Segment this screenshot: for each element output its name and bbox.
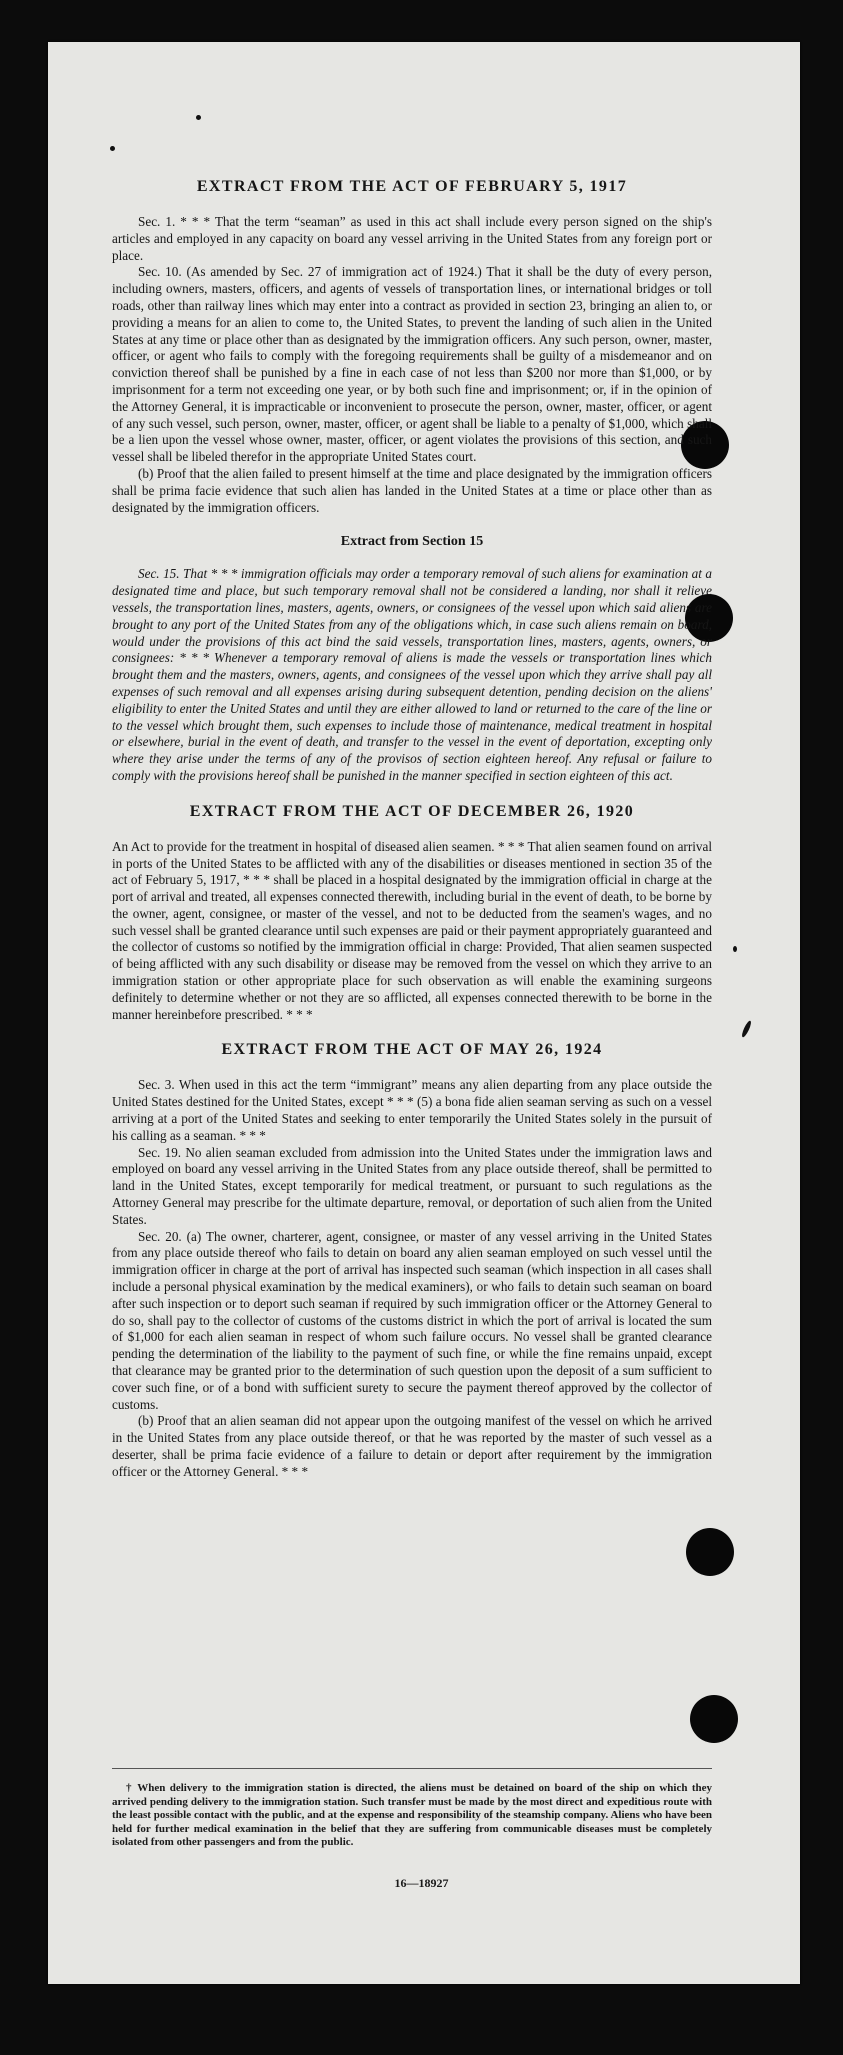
paragraph: (b) Proof that the alien failed to present himself at the time and place designated by the immigration officers shall be prima facie evidence that such alien has landed in the United States at a time or place other than as designated by the immigration officers. [112, 465, 712, 515]
paragraph: (b) Proof that an alien seaman did not appear upon the outgoing manifest of the vessel on which he arrived in the United States from any place outside thereof, or that he was reported by the master of such vessel as a deserter, shall be prima facie evidence of a failure to detain or deport after requirement by the immigration officer or the Attorney General. * * * [112, 1413, 712, 1479]
paragraph: Sec. 3. When used in this act the term “immigrant” means any alien departing from any place outside the United States destined for the United States, except * * * (5) a bona fide alien seaman serving as such on a vessel arriving at a port of the United States and seeking to enter temporarily the United States solely in the pursuit of his calling as a seaman. * * * [112, 1077, 712, 1143]
paragraph: Sec. 19. No alien seaman excluded from admission into the United States under the immigration laws and employed on board any vessel arriving in the United States from any place outside thereof, shall be permitted to land in the United States, except temporarily for medical treatment, or pursuant to such regulations as the Attorney General may prescribe for the ultimate departure, removal, or deportation of such alien from the United States. [112, 1144, 712, 1227]
section-body [112, 566, 712, 784]
footnote: † When delivery to the immigration station is directed, the aliens must be detained on board of the ship on which they arrived pending delivery to the immigration station. Such transfer must be made by the most direct and expeditious route with the least possible contact with the public, and at the expense and responsibility of the steamship company. Aliens who have been held for further medical examination in the belief that they are suffering from communicable diseases must be completely isolated from other passengers and from the public. [112, 1782, 712, 1849]
section-heading: EXTRACT FROM THE ACT OF FEBRUARY 5, 1917 [196, 178, 628, 195]
page-number: 16—18927 [394, 1876, 449, 1890]
document-body [112, 178, 712, 1481]
punch-hole [686, 1528, 734, 1576]
ink-speck [110, 146, 115, 151]
paragraph: Sec. 20. (a) The owner, charterer, agent, consignee, or master of any vessel arriving in the United States from any place outside thereof who fails to detain on board any alien seaman employed on such vessel until the immigration officer in charge at the port of arrival has inspected such seaman (which inspection in all cases shall include a personal physical examination by the medical examiners), or who fails to detain such seaman on board after such inspection or to deport such seaman if required by such immigration officer or the Attorney General to do so, shall pay to the collector of customs of the customs district in which the port of arrival is located the sum of $1,000 for each alien seaman in respect of whom such failure occurs. No vessel shall be granted clearance pending the determination of the liability to the payment of such fine, or while the fine remains unpaid, except that clearance may be granted prior to the determination of such question upon the deposit of a sum sufficient to cover such fine, or of a bond with sufficient surety to secure the payment thereof approved by the collector of customs. [112, 1228, 712, 1412]
ink-speck [196, 115, 201, 120]
section-heading: EXTRACT FROM THE ACT OF MAY 26, 1924 [221, 1041, 603, 1059]
paragraph: Sec. 1. * * * That the term “seaman” as used in this act shall include every person signed on the ship's articles and employed in any capacity on board any vessel arriving in the United States from any foreign port or place. [112, 214, 712, 263]
paragraph: Sec. 15. That * * * immigration officials may order a temporary removal of such aliens for examination at a designated time and place, but such temporary removal shall not be considered a landing, nor shall it relieve vessels, the transportation lines, masters, agents, owners, or consignees of the vessel upon which said aliens are brought to any port of the United States from any of the obligations which, in case such aliens remain on board, would under the provisions of this act bind the said vessels, transportation lines, masters, agents, owners, or consignees: * * * Whenever a temporary removal of aliens is made the vessels or transportation lines which brought them and the masters, owners, agents, and consignees of the vessel upon which they arrive shall pay all expenses of such removal and all expenses arising during subsequent detention, pending decision on the aliens' eligibility to enter the United States and until they are either allowed to land or returned to the care of the line or to the vessel which brought them, such expenses to include those of maintenance, medical treatment in hospital or elsewhere, burial in the event of death, and transfer to the vessel in the event of deportation, excepting only where they arise under the terms of any of the provisos of section eighteen hereof. Any refusal or failure to comply with the provisions hereof shall be punished in the manner specified in section eighteen of this act. [112, 566, 712, 783]
section-body [112, 839, 712, 1024]
paragraph: Sec. 10. (As amended by Sec. 27 of immigration act of 1924.) That it shall be the duty of every person, including owners, masters, officers, and agents of vessels of transportation lines, or international bridges or toll roads, other than railway lines which may enter into a contract as provided in section 23, bringing an alien to, or providing a means for an alien to come to, the United States, to prevent the landing of such alien in the United States at any time or place other than as designated by the immigration officers. Any such person, owner, master, officer, or agent who fails to comply with the foregoing requirements shall be guilty of a misdemeanor and on conviction thereof shall be punished by a fine in each case of not less than $200 nor more than $1,000, or by imprisonment for a term not exceeding one year, or by both such fine and imprisonment; or, if in the opinion of the Attorney General, it is impracticable or inconvenient to prosecute the person, owner, master, officer, or agent of any such vessel, such person, owner, master, officer, or agent shall be liable to a penalty of $1,000, which shall be a lien upon the vessel whose owner, master, officer, or agent violates the provisions of this section, and such vessel shall be libeled therefor in the appropriate United States court. [112, 264, 712, 465]
section-body [112, 1077, 712, 1480]
punch-hole [690, 1695, 738, 1743]
paragraph: An Act to provide for the treatment in hospital of diseased alien seamen. * * * That alien seamen found on arrival in ports of the United States to be afflicted with any of the disabilities or diseases mentioned in section 35 of the act of February 5, 1917, * * * shall be placed in a hospital designated by the immigration official in charge at the port of arrival and treated, all expenses connected therewith, including burial in the event of death, to be borne by the owner, agent, consignee, or master of the vessel, and not to be deducted from the seamen's wages, and no such vessel shall be granted clearance until such expenses are paid or their payment appropriately guaranteed and the collector of customs so notified by the immigration official in charge: Provided, That alien seamen suspected of being afflicted with any such disability or disease may be removed from the vessel on which they arrive to an immigration station or other appropriate place for such observation as will enable the examining surgeons definitely to determine whether or not they are so afflicted, all expenses connected therewith to be borne in the manner hereinbefore prescribed. * * * [112, 838, 712, 1022]
section-heading: EXTRACT FROM THE ACT OF DECEMBER 26, 1920 [189, 802, 635, 820]
section-body [112, 214, 712, 516]
footnote-divider [112, 1768, 712, 1769]
ink-speck [733, 946, 737, 952]
section-heading: Extract from Section 15 [340, 534, 484, 550]
